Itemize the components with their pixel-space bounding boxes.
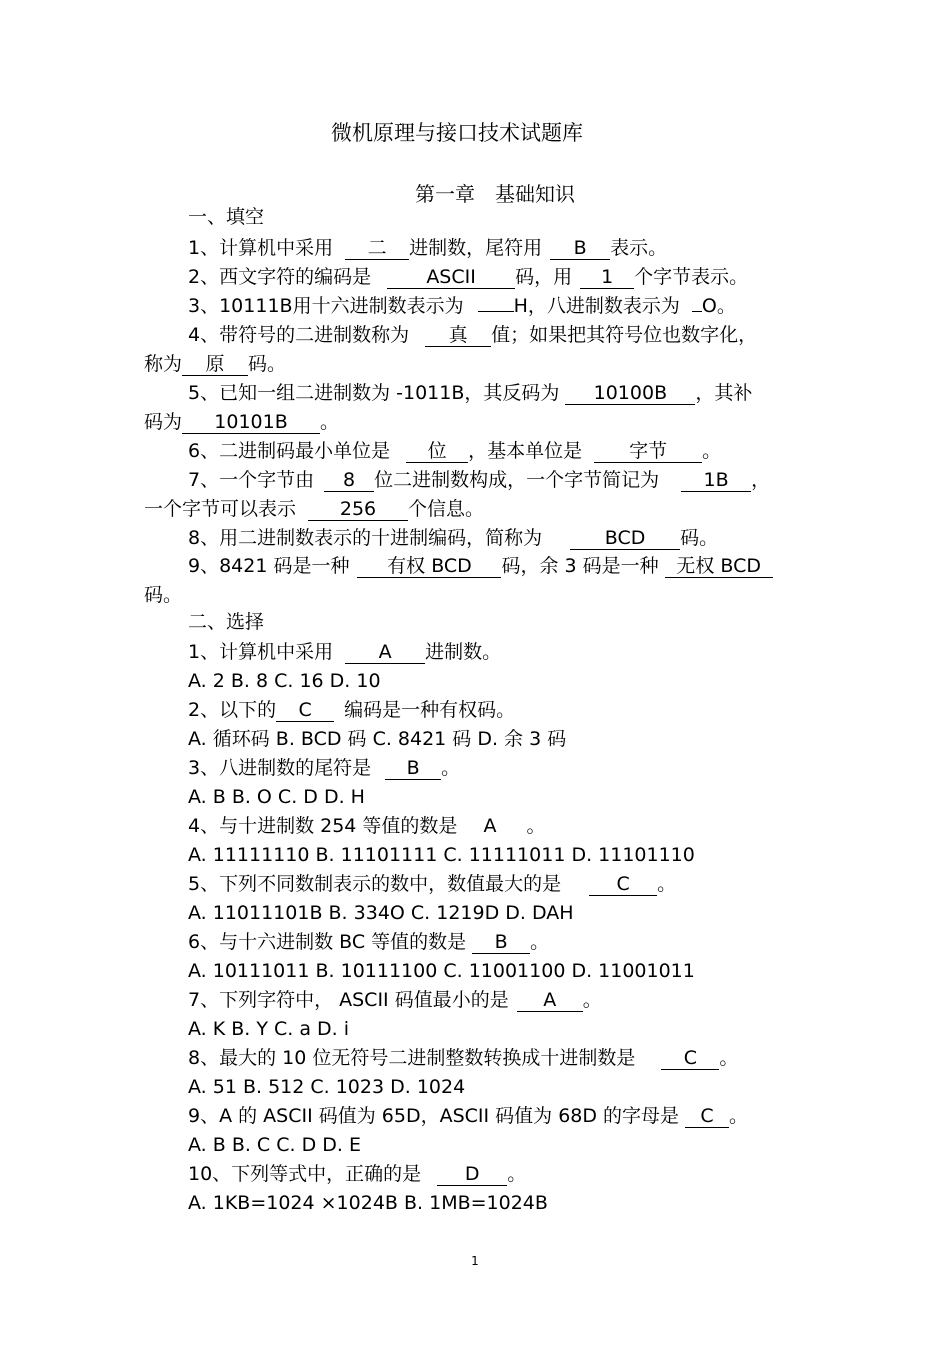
choice-options-6: A. 10111011 B. 10111100 C. 11001100 D. 11001011	[188, 960, 695, 982]
fill-question-9-cont: 码。	[144, 584, 183, 606]
choice-question-3: 3、八进制数的尾符是 B 。	[188, 757, 461, 779]
section-choice-heading: 二、选择	[188, 611, 265, 633]
choice-question-7: 7、下列字符中， ASCII 码值最小的是 A 。	[188, 989, 602, 1011]
fill-question-6: 6、二进制码最小单位是 位 ，基本单位是 字节 。	[188, 440, 722, 462]
choice-question-1: 1、计算机中采用 A 进制数。	[188, 641, 502, 663]
choice-options-9: A. B B. C C. D D. E	[188, 1134, 361, 1156]
chapter-heading: 第一章 基础知识	[415, 182, 575, 206]
document-title: 微机原理与接口技术试题库	[331, 121, 583, 145]
choice-question-2: 2、以下的 C 编码是一种有权码。	[188, 699, 516, 721]
choice-question-6: 6、与十六进制数 BC 等值的数是 B 。	[188, 931, 550, 953]
fill-question-8: 8、用二进制数表示的十进制编码，简称为 BCD 码。	[188, 527, 719, 549]
section-fill-heading: 一、填空	[188, 206, 265, 228]
page-number: 1	[471, 1254, 479, 1268]
choice-options-1: A. 2 B. 8 C. 16 D. 10	[188, 670, 381, 692]
choice-question-5: 5、下列不同数制表示的数中，数值最大的是 C 。	[188, 873, 677, 895]
fill-question-4: 4、带符号的二进制数称为 真 值；如果把其符号位也数字化，	[188, 324, 758, 346]
fill-question-1: 1、计算机中采用 二 进制数，尾符用 B 表示。	[188, 237, 668, 259]
choice-question-8: 8、最大的 10 位无符号二进制整数转换成十进制数是 C 。	[188, 1047, 739, 1069]
fill-question-7-cont: 一个字节可以表示 256 个信息。	[144, 498, 485, 520]
choice-options-2: A. 循环码 B. BCD 码 C. 8421 码 D. 余 3 码	[188, 728, 567, 750]
choice-options-5: A. 11011101B B. 334O C. 1219D D. DAH	[188, 902, 574, 924]
choice-options-3: A. B B. O C. D D. H	[188, 786, 365, 808]
fill-question-2: 2、西文字符的编码是 ASCII 码，用 1 个字节表示。	[188, 266, 749, 288]
fill-question-3: 3、10111B用十六进制数表示为 H，八进制数表示为 O。	[188, 295, 736, 317]
fill-question-9: 9、8421 码是一种 有权 BCD 码，余 3 码是一种 无权 BCD	[188, 553, 773, 579]
choice-question-4: 4、与十进制数 254 等值的数是 A 。	[188, 815, 546, 837]
choice-options-7: A. K B. Y C. a D. i	[188, 1018, 350, 1040]
fill-question-4-cont: 称为 原 码。	[144, 353, 287, 375]
fill-question-5: 5、已知一组二进制数为 -1011B，其反码为 10100B ，其补	[188, 382, 753, 404]
choice-question-9: 9、A 的 ASCII 码值为 65D，ASCII 码值为 68D 的字母是 C 。	[188, 1105, 749, 1127]
choice-options-8: A. 51 B. 512 C. 1023 D. 1024	[188, 1076, 466, 1098]
fill-question-5-cont: 码为 10101B 。	[144, 411, 340, 433]
choice-options-4: A. 11111110 B. 11101111 C. 11111011 D. 11101110	[188, 844, 695, 866]
choice-options-10: A. 1KB=1024 ×1024B B. 1MB=1024B	[188, 1192, 548, 1214]
fill-question-7: 7、一个字节由 8 位二进制数构成，一个字节简记为 1B ，	[188, 469, 771, 491]
choice-question-10: 10、下列等式中，正确的是 D 。	[188, 1163, 527, 1185]
